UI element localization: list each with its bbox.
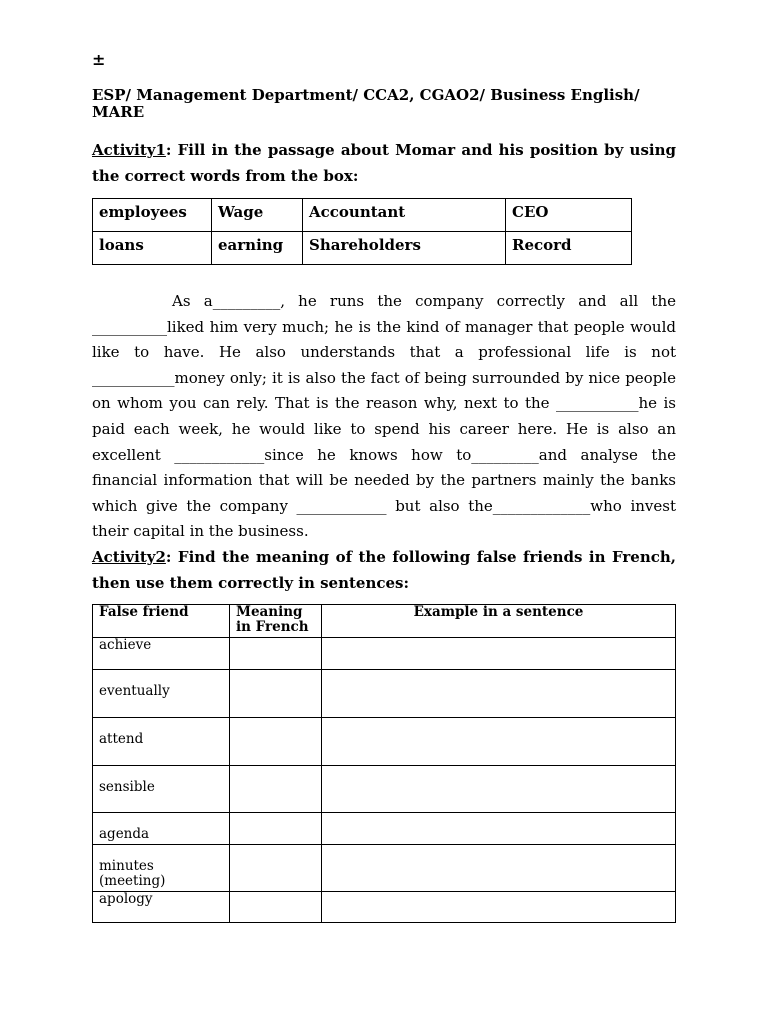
meaning-cell[interactable]: [230, 718, 322, 766]
table-row: [93, 766, 676, 813]
activity1-title: [92, 138, 676, 189]
false-friend-word: agenda: [93, 813, 230, 845]
word-box-row: [93, 199, 632, 232]
table-row: [93, 670, 676, 718]
word-box-cell: Record: [506, 232, 632, 265]
table-row: [93, 845, 676, 892]
example-cell[interactable]: [322, 766, 676, 813]
meaning-cell[interactable]: [230, 845, 322, 892]
example-cell[interactable]: [322, 813, 676, 845]
word-box-cell: Shareholders: [303, 232, 506, 265]
word-box-cell: Accountant: [303, 199, 506, 232]
word-box-cell: earning: [212, 232, 303, 265]
activity2-title: [92, 545, 676, 596]
word-box-cell: loans: [93, 232, 212, 265]
activity2-label: Activity2: [92, 548, 166, 566]
fill-in-passage: [92, 289, 676, 545]
false-friends-table: [92, 604, 676, 923]
word-box-cell: Wage: [212, 199, 303, 232]
word-box-row: [93, 232, 632, 265]
false-friend-word: eventually: [93, 670, 230, 718]
table-header-row: [93, 605, 676, 638]
false-friend-word: apology: [93, 892, 230, 923]
meaning-cell[interactable]: [230, 670, 322, 718]
table-row: [93, 718, 676, 766]
example-cell[interactable]: [322, 892, 676, 923]
activity1-instruction: : Fill in the passage about Momar and his position by using the correct words from the box:: [92, 141, 676, 185]
table-row: [93, 638, 676, 670]
example-cell[interactable]: [322, 670, 676, 718]
passage-text: As a_________, he runs the company correctly and all the __________liked him very much; he is the kind of manager that people would like to have. He also understands that a professional life is not ___________money only; it is also the fact of being surrounded by nice people on whom you can rely. That is the reason why, next to the ___________he is paid each week, he would like to spend his career here. He is also an excellent ____________since he knows how to_________and analyse the financial information that will be needed by the partners mainly the banks which give the company ____________ but also the_____________who invest their capital in the business.: [92, 292, 676, 541]
false-friend-word: sensible: [93, 766, 230, 813]
word-box-cell: employees: [93, 199, 212, 232]
false-friend-word: attend: [93, 718, 230, 766]
word-box: [92, 198, 632, 265]
table-row: [93, 892, 676, 923]
meaning-cell[interactable]: [230, 766, 322, 813]
word-box-cell: CEO: [506, 199, 632, 232]
example-cell[interactable]: [322, 638, 676, 670]
column-header-false-friend: False friend: [93, 605, 230, 638]
column-header-meaning: Meaning in French: [230, 605, 322, 638]
activity1-label: Activity1: [92, 141, 166, 159]
top-mark: ±: [92, 50, 106, 69]
column-header-example: Example in a sentence: [322, 605, 676, 638]
table-row: [93, 813, 676, 845]
example-cell[interactable]: [322, 845, 676, 892]
document-header: ESP/ Management Department/ CCA2, CGAO2/ Business English/ MARE: [92, 86, 640, 121]
example-cell[interactable]: [322, 718, 676, 766]
meaning-cell[interactable]: [230, 638, 322, 670]
false-friend-word: achieve: [93, 638, 230, 670]
false-friend-word: minutes (meeting): [93, 845, 230, 892]
meaning-cell[interactable]: [230, 813, 322, 845]
activity2-instruction: : Find the meaning of the following false friends in French, then use them correctly in sentences:: [92, 548, 676, 592]
meaning-cell[interactable]: [230, 892, 322, 923]
